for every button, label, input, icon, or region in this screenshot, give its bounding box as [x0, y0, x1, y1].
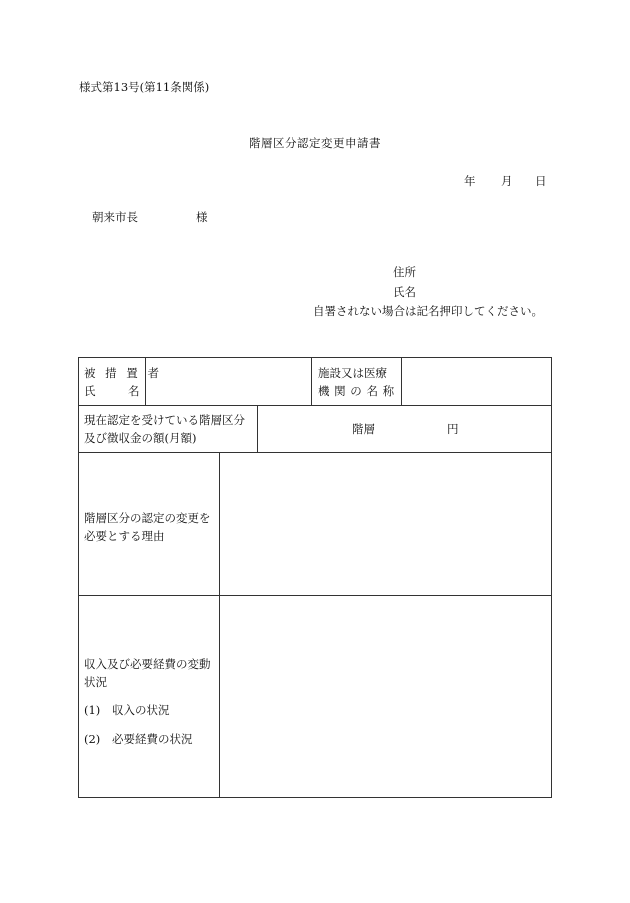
- date-day: 日: [535, 174, 547, 188]
- date-month: 月: [501, 174, 513, 188]
- tier-unit: 階層: [352, 422, 375, 436]
- facility-label-line2: 機 関 の 名 称: [318, 384, 395, 398]
- income-item2-text: 必要経費の状況: [112, 732, 193, 746]
- facility-label-line1: 施設又は医療: [318, 366, 387, 380]
- reason-label-line1: 階層区分の認定の変更を: [84, 511, 211, 525]
- income-item2-number: (2): [84, 732, 101, 746]
- col-divider: [257, 405, 258, 452]
- income-label-line2: 状況: [84, 675, 107, 689]
- col-divider: [401, 357, 402, 405]
- person-label-line1: 被 措 置 者: [84, 366, 162, 380]
- current-tier-label-line1: 現在認定を受けている階層区分: [84, 413, 245, 427]
- person-name-field[interactable]: [149, 360, 307, 402]
- row-divider: [78, 452, 552, 453]
- income-item1-text: 収入の状況: [112, 703, 170, 717]
- row-divider: [78, 595, 552, 596]
- facility-name-field[interactable]: [405, 360, 547, 402]
- current-tier-label-line2: 及び徴収金の額(月額): [84, 431, 197, 445]
- col-divider: [219, 452, 220, 798]
- form-number: 様式第13号(第11条関係): [79, 80, 210, 94]
- income-item1-number: (1): [84, 703, 101, 717]
- row-divider: [78, 405, 552, 406]
- col-divider: [311, 357, 312, 405]
- reason-field[interactable]: [223, 456, 548, 592]
- applicant-name-label: 氏名: [393, 285, 416, 299]
- reason-label-line2: 必要とする理由: [84, 529, 165, 543]
- date-year: 年: [464, 174, 476, 188]
- yen-unit: 円: [447, 422, 459, 436]
- income-field[interactable]: [223, 599, 548, 794]
- person-label-line2a: 氏: [84, 384, 96, 398]
- person-label-line2b: 名: [128, 384, 140, 398]
- signature-note: 自署されない場合は記名押印してください。: [313, 304, 543, 318]
- addressee: 朝来市長: [92, 210, 138, 224]
- income-label-line1: 収入及び必要経費の変動: [84, 657, 211, 671]
- honorific: 様: [196, 210, 208, 224]
- document-title: 階層区分認定変更申請書: [249, 136, 381, 150]
- applicant-address-label: 住所: [393, 265, 416, 279]
